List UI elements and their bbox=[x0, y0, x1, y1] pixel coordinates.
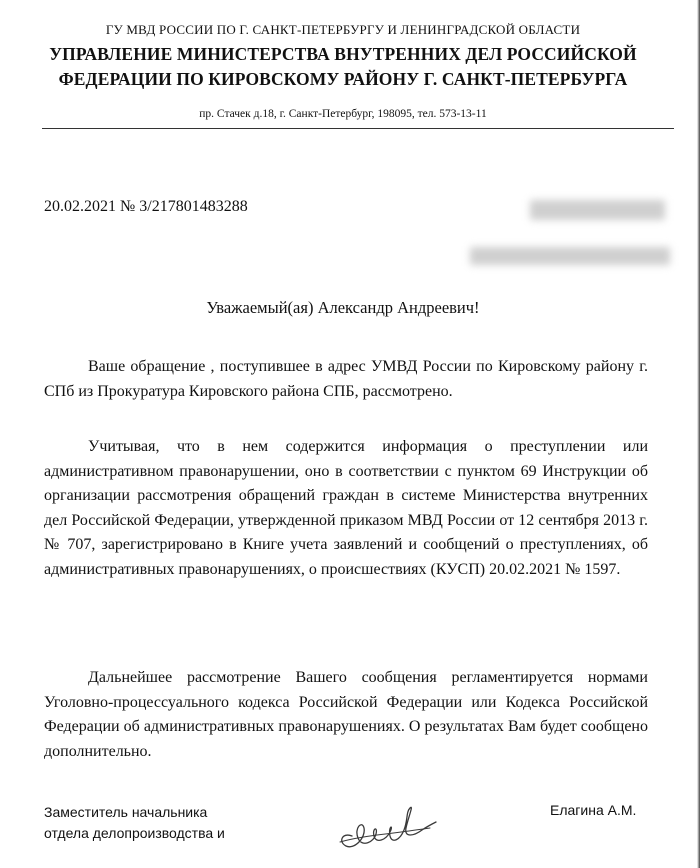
paragraph-text: Учитывая, что в нем содержится информация о преступлении или административном правонарушении, оно в соответствии с пунктом 69 Инструкции об организации рассмотрения обращений граждан в системе Министерства внутренних дел Российской Федерации, утвержденной приказом МВД России от 12 сентября 2013 г. № 707, зарегистрировано в Книге учета заявлений и сообщений о преступлениях, об административных правонарушениях, о происшествиях (КУСП) 20.02.2021 № 1597. bbox=[44, 438, 648, 578]
greeting: Уважаемый(ая) Александр Андреевич! bbox=[206, 298, 480, 317]
body-paragraph-2 bbox=[44, 435, 648, 582]
header-title-line-1: УПРАВЛЕНИЕ МИНИСТЕРСТВА ВНУТРЕННИХ ДЕЛ РОССИЙСКОЙ bbox=[49, 44, 637, 64]
header-address: пр. Стачек д.18, г. Санкт-Петербург, 198095, тел. 573-13-11 bbox=[199, 108, 487, 120]
signer-name: Елагина А.М. bbox=[550, 802, 637, 818]
signer-position: Заместитель начальника отдела делопроизводства и bbox=[44, 804, 225, 841]
document-date-number: 20.02.2021 № 3/217801483288 bbox=[44, 198, 248, 215]
handwritten-signature-icon bbox=[330, 798, 440, 858]
header-organization-line: ГУ МВД РОССИИ ПО Г. САНКТ-ПЕТЕРБУРГУ И ЛЕНИНГРАДСКОЙ ОБЛАСТИ bbox=[105, 22, 581, 37]
header-divider bbox=[42, 128, 674, 129]
body-paragraph-1 bbox=[44, 355, 648, 404]
redacted-recipient-line-2 bbox=[470, 247, 670, 265]
header-title-line-2: ФЕДЕРАЦИИ ПО КИРОВСКОМУ РАЙОНУ Г. САНКТ-ПЕТЕРБУРГА bbox=[58, 69, 628, 89]
paragraph-text: Дальнейшее рассмотрение Вашего сообщения регламентируется нормами Уголовно-процессуального кодекса Российской Федерации или Кодекса Российской Федерации об административных правонарушениях. О результатах Вам будет сообщено дополнительно. bbox=[44, 669, 648, 760]
paragraph-text: Ваше обращение , поступившее в адрес УМВД России по Кировскому району г. СПб из Прокуратура Кировского района СПБ, рассмотрено. bbox=[44, 358, 648, 400]
body-paragraph-3 bbox=[44, 666, 648, 764]
redacted-recipient-line-1 bbox=[530, 200, 665, 220]
